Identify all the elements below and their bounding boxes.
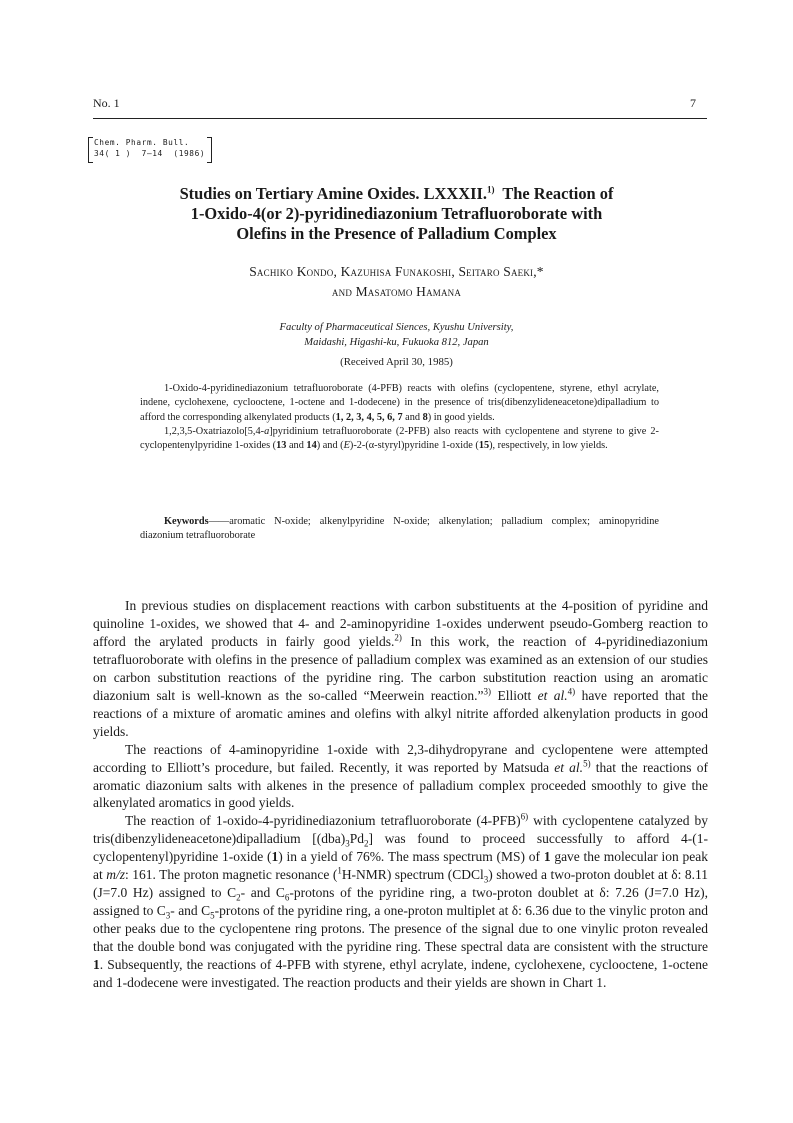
affiliation — [100, 320, 693, 350]
subscript: 2 — [236, 892, 241, 903]
subscript: 3 — [345, 839, 350, 850]
abstract-text: ), respectively, in low yields. — [489, 440, 608, 452]
superscript: 1 — [337, 865, 342, 876]
body-italic: m/z — [106, 867, 126, 883]
keywords-label: Keywords — [164, 516, 209, 527]
body-text: . Subsequently, the reactions of 4-PFB with styrene, ethyl acrylate, indene, cyclohexene, cyclooctene, 1-octene and 1-dodecene were investigated. The reaction products and their yields are shown in Chart 1. — [93, 957, 708, 991]
body-text: - and C — [170, 903, 211, 919]
compound-numbers: 1, 2, 3, 4, 5, 6, 7 — [335, 411, 403, 423]
abstract-text: ]pyridinium tetrafluoroborate (2-PFB) also reacts with cyclopentene and styrene to give 2-cyclopentenylpyridine 1-oxides ( — [140, 425, 659, 452]
footnote-ref: 1) — [486, 184, 495, 195]
body-text: Pd — [349, 831, 365, 847]
body-text: ) showed a two-proton doublet at δ: 8.11 (J=7.0 Hz) assigned to C — [93, 867, 708, 901]
body-paragraph — [93, 741, 708, 813]
body-text: - and C — [240, 885, 285, 901]
title-line1: Studies on Tertiary Amine Oxides. LXXXII. — [179, 184, 487, 203]
reference-marker: 2) — [394, 632, 402, 643]
compound-number: 14 — [306, 440, 317, 452]
journal-volume: 34( 1 ) 7—14 (1986) — [94, 149, 206, 158]
title-line1-end: The Reaction of — [494, 184, 614, 203]
subscript: 3 — [165, 910, 171, 921]
compound-number: 1 — [93, 957, 100, 973]
abstract-text: )-2-(α-styryl)pyridine 1-oxide ( — [349, 440, 479, 452]
body-text: -protons of the pyridine ring, a one-proton multiplet at δ: 6.36 due to the vinylic proton and other peaks due to the cyclopentene ring protons. The presence of the signal due to one vinylic proton revealed that the double bond was conjugated with the pyridine ring. These spectral data are consistent with the structure — [93, 903, 708, 955]
body-paragraph — [93, 597, 708, 741]
bracket-left — [88, 137, 93, 163]
body-text: In previous studies on displacement reactions with carbon substituents at the 4-position of pyridine and quinoline 1-oxides, we showed that 4- and 2-aminopyridine 1-oxides underwent pseudo-Gomberg reaction to afford the arylated products in fairly good yields. — [93, 598, 708, 649]
reference-marker: 4) — [567, 686, 576, 697]
author-list — [100, 262, 693, 302]
keywords-text: aromatic N-oxide; alkenylpyridine N-oxide; alkenylation; palladium complex; aminopyridine diazonium tetrafluoroborate — [140, 516, 659, 542]
abstract-paragraph — [140, 425, 659, 454]
abstract-text: ) and ( — [316, 440, 344, 452]
body-text: In this work, the reaction of 4-pyridinediazonium tetrafluoroborate with olefins in the presence of palladium complex was examined as an extension of our studies on carbon substitution reactions of the pyridine ring. The carbon substitution reaction using an aromatic diazonium salt is well-known as the so-called “Meerwein reaction.” — [93, 633, 708, 703]
compound-number: 15 — [478, 440, 490, 452]
subscript: 5 — [210, 910, 215, 921]
subscript: 3 — [483, 874, 489, 885]
journal-name: Chem. Pharm. Bull. — [94, 138, 190, 147]
body-text: H-NMR) spectrum (CDCl — [341, 867, 484, 883]
reference-marker: 3) — [483, 686, 492, 697]
compound-number: 13 — [276, 440, 287, 452]
abstract-text: and — [286, 440, 307, 452]
abstract-italic: a — [264, 425, 270, 437]
abstract-paragraph — [140, 382, 659, 425]
compound-number: 1 — [543, 849, 551, 865]
article-title — [100, 184, 693, 244]
body-text: have reported that the reactions of a mixture of aromatic amines and olefins with alkyl nitrite afforded alkenylation products in good yields. — [93, 687, 708, 739]
bracket-right — [207, 137, 212, 163]
body-text: ) in a yield of 76%. The mass spectrum (MS) of — [278, 849, 544, 865]
abstract-text: ) in good yields. — [427, 411, 495, 423]
body-text: Elliott — [491, 687, 538, 703]
received-date: (Received April 30, 1985) — [340, 356, 453, 368]
abstract-text: 1,2,3,5-Oxatriazolo[5,4- — [164, 425, 265, 437]
title-line3: Olefins in the Presence of Palladium Complex — [236, 224, 557, 243]
authors-line2: and Masatomo Hamana — [331, 284, 462, 299]
reference-marker: 5) — [583, 758, 591, 769]
compound-number: 8 — [422, 411, 428, 423]
header-rule — [93, 118, 707, 119]
reference-marker: 6) — [520, 811, 529, 822]
body-text: -protons of the pyridine ring, a two-proton doublet at δ: 7.26 (J=7.0 Hz), assigned to C — [93, 885, 708, 919]
abstract-italic: E — [343, 440, 350, 452]
compound-number: 1 — [271, 849, 279, 865]
body-text: The reactions of 4-aminopyridine 1-oxide with 2,3-dihydropyrane and cyclopentene were attempted according to Elliott’s procedure, but failed. Recently, it was reported by Matsuda — [93, 741, 708, 775]
journal-citation-box — [90, 137, 208, 159]
running-head-issue: No. 1 — [93, 96, 120, 110]
body-italic: et al. — [554, 759, 584, 775]
main-text — [93, 597, 708, 992]
body-text: ] was found to proceed successfully to afford 4-(1-cyclopentenyl)pyridine 1-oxide ( — [93, 831, 708, 865]
body-text: that the reactions of aromatic diazonium salts with alkenes in the presence of palladium complex proceeded smoothly to give the alkenylated aromatics in good yields. — [93, 759, 708, 811]
body-text: The reaction of 1-oxido-4-pyridinediazonium tetrafluoroborate (4-PFB) — [125, 813, 521, 829]
page-number: 7 — [690, 96, 696, 110]
body-paragraph — [93, 812, 708, 992]
title-line2: 1-Oxido-4(or 2)-pyridinediazonium Tetrafluoroborate with — [190, 204, 603, 223]
body-italic: et al. — [537, 687, 568, 703]
abstract-text: and — [402, 411, 423, 423]
body-text: : 161. The proton magnetic resonance ( — [125, 867, 338, 883]
abstract-text: 1-Oxido-4-pyridinediazonium tetrafluoroborate (4-PFB) reacts with olefins (cyclopentene, styrene, ethyl acrylate, indene, cyclohexene, cyclooctene, 1-octene and 1-dodecene) in the presence of tris(dibenzylideneacetone)dipalladium to afford the corresponding alkenylated products ( — [140, 383, 659, 423]
keywords-dash: —— — [208, 516, 230, 527]
affiliation-line1: Faculty of Pharmaceutical Siences, Kyushu University, — [279, 322, 514, 333]
authors-line1: Sachiko Kondo, Kazuhisa Funakoshi, Seitaro Saeki,* — [249, 264, 544, 279]
subscript: 6 — [284, 892, 290, 903]
body-text: gave the molecular ion peak at — [93, 849, 709, 883]
subscript: 2 — [364, 839, 369, 850]
body-text: with cyclopentene catalyzed by tris(dibenzylideneacetone)dipalladium [(dba) — [93, 813, 708, 847]
abstract — [140, 382, 659, 453]
affiliation-line2: Maidashi, Higashi-ku, Fukuoka 812, Japan — [304, 337, 489, 348]
keywords — [140, 515, 659, 544]
